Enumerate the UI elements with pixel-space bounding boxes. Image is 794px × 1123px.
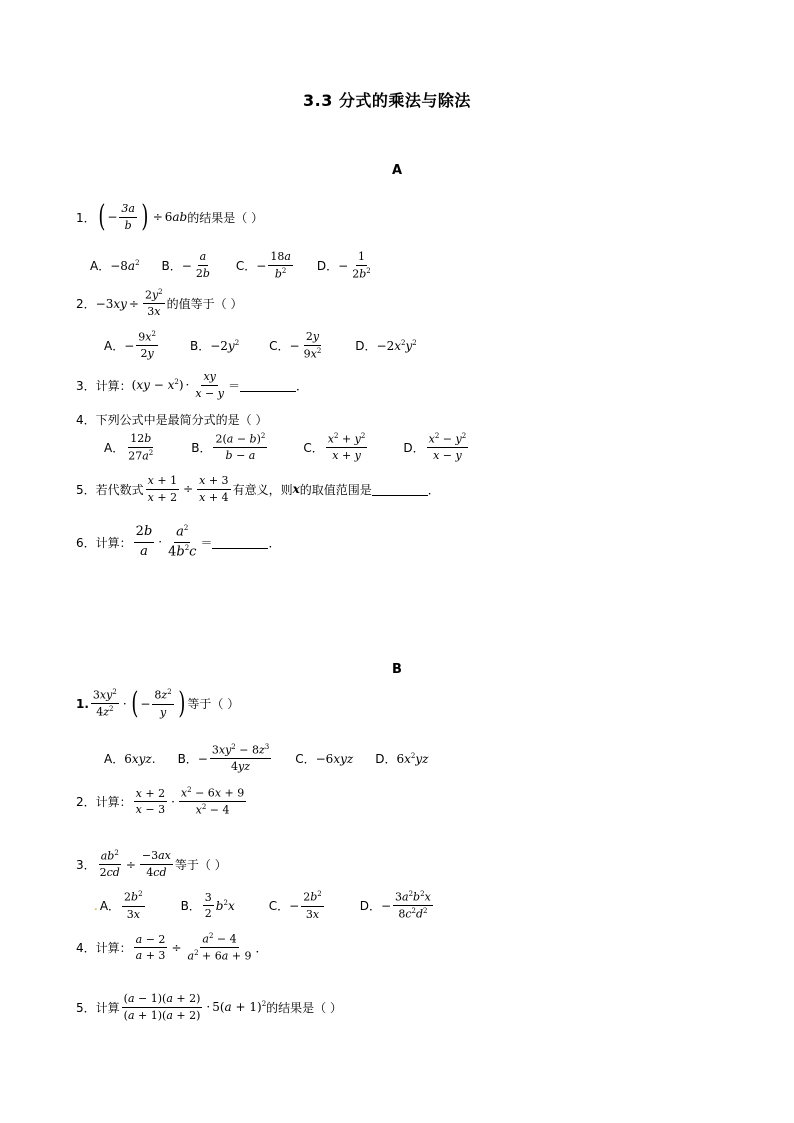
answer-blank[interactable] [372,483,428,496]
left-paren: ( [130,685,139,721]
fraction: $\frac{x^2 - 6x + 9}{x^2 - 4}$ [180,786,245,818]
left-paren: ( [97,199,106,235]
question-number: 1. [76,696,89,711]
answer-blank[interactable] [240,379,296,392]
right-paren: ) [141,199,149,235]
a-question-1: 1． ( − $\frac{3a}{b}$ ) ÷ 6ab 的结果是（ ） [76,199,264,235]
option-d[interactable]: D． $6x^2yz$ [375,751,429,767]
option-d[interactable]: D． − $\frac{3a^2b^2x}{8c^2d^2}$ [359,890,431,922]
question-number: 1． [76,210,96,225]
option-d[interactable]: D． $\frac{x^2 - y^2}{x - y}$ [403,432,467,463]
option-a[interactable]: A． 6xyz. [104,751,156,767]
question-label: 计算： [95,795,132,810]
question-label: 计算： [95,378,132,393]
fraction: $\frac{xy}{x - y}$ [195,370,224,400]
fraction: $\frac{a^2 - 4}{a^2 + 6a + 9}$ [187,932,252,964]
b-question-4: 4． 计算： $\frac{a - 2}{a + 3}$ ÷ $\frac{a^2 - 4}{a^2 + 6a + 9}$ ． [76,932,268,964]
a-question-4-options [104,432,492,463]
a-question-1-options [90,250,397,281]
option-b[interactable]: B． $\frac{2(a - b)^2}{b - a}$ [191,432,266,463]
fraction: $\frac{x + 3}{x + 4}$ [199,474,229,504]
question-number: 6． [76,535,96,550]
option-d[interactable]: D． − $\frac{1}{2b^2}$ [316,250,371,281]
marker-dot: . [94,898,98,913]
a-question-6: 6． 计算： $\frac{2b}{a}$ · $\frac{a^2}{4b^2c}$ ＝ ． [76,524,281,559]
question-label: 计算： [95,941,132,956]
a-question-2-options [104,330,439,361]
fraction: $\frac{2b}{a}$ [135,524,153,559]
option-a[interactable]: A． $-8a^2$ [90,258,140,274]
a-question-3: 3． 计算： $(xy - x^2)$ · $\frac{xy}{x - y}$ ＝ ． [76,370,309,400]
question-tail: 等于（ ） [174,858,227,873]
page-title: 3.3 分式的乘法与除法 [303,91,471,110]
b-question-5: 5． 计算 $\frac{(a - 1)(a + 2)}{(a + 1)(a + 2)}$ · $5(a + 1)^2$ 的结果是（ ） [76,992,342,1022]
answer-blank[interactable] [212,536,268,549]
fraction: $\frac{8z^2}{y}$ [154,688,172,719]
fraction: $\frac{(a - 1)(a + 2)}{(a + 1)(a + 2)}$ [123,992,201,1022]
a-question-4 [76,411,267,428]
option-b[interactable]: B． $\frac{3}{2}$ $b^2x$ [180,890,235,921]
option-b[interactable]: B． − $\frac{a}{2b}$ [161,250,210,281]
fraction: $\frac{a^2}{4b^2c}$ [168,524,197,559]
question-tail: 的结果是（ ） [187,210,264,225]
section-a-heading: A [392,163,403,178]
fraction: $\frac{-3ax}{4cd}$ [141,849,171,880]
option-d[interactable]: D． $-2x^2y^2$ [355,338,417,354]
option-b[interactable]: B． − $\frac{3xy^2 - 8z^3}{4yz}$ [177,743,270,774]
fraction: $\frac{3xy^2}{4z^2}$ [92,688,117,720]
b-question-3: 3． $\frac{ab^2}{2cd}$ ÷ $\frac{-3ax}{4cd}$ 等于（ ） [76,849,227,880]
fraction: $\frac{x + 1}{x + 2}$ [147,474,178,504]
question-number: 3． [76,378,96,393]
a-question-2: 2． −3xy ÷ $\frac{2y^2}{3x}$ 的值等于（ ） [76,288,243,319]
question-number: 3． [76,858,96,873]
question-number: 5． [76,482,96,497]
question-number: 5． [76,1000,96,1015]
question-label: 计算： [95,535,132,550]
question-tail: 的结果是（ ） [266,1000,342,1015]
question-tail: 的值等于（ ） [166,297,243,312]
option-c[interactable]: C． − $\frac{18a}{b^2}$ [235,250,291,281]
option-a[interactable]: A． − $\frac{9x^2}{2y}$ [104,330,156,361]
option-c[interactable]: C． $\frac{x^2 + y^2}{x + y}$ [303,432,366,463]
b-question-1: 1. $\frac{3xy^2}{4z^2}$ · ( − $\frac{8z^2}{y}$ ) 等于（ ） [76,685,240,721]
option-a[interactable]: A． $\frac{2b^2}{3x}$ [99,890,143,921]
fraction: $\frac{2y^2}{3x}$ [144,288,163,319]
option-b[interactable]: B． $-2y^2$ [189,338,240,354]
b-question-3-options [94,890,457,922]
right-paren: ) [178,685,186,721]
b-question-2: 2． 计算： $\frac{x + 2}{x - 3}$ · $\frac{x^2 - 6x + 9}{x^2 - 4}$ [76,786,245,818]
fraction: $\frac{ab^2}{2cd}$ [99,849,120,880]
fraction: $\frac{3a}{b}$ [121,202,135,232]
option-c[interactable]: C． − $\frac{2y}{9x^2}$ [269,330,322,361]
option-c[interactable]: C． − $\frac{2b^2}{3x}$ [268,890,322,921]
option-a[interactable]: A． $\frac{12b}{27a^2}$ [104,432,154,463]
option-c[interactable]: C． −6xyz [295,751,354,767]
question-tail: 等于（ ） [187,697,240,712]
question-number: 2． [76,297,96,312]
fraction: $\frac{x + 2}{x - 3}$ [135,786,166,817]
question-number: 4． [76,413,96,427]
question-text: 下列公式中是最简分式的是（ ） [95,413,268,427]
a-question-5: 5． 若代数式 $\frac{x + 1}{x + 2}$ ÷ $\frac{x + 3}{x + 4}$ 有意义，则 x 的取值范围是 ． [76,474,440,504]
b-question-1-options [104,743,450,774]
question-number: 2． [76,795,96,810]
fraction: $\frac{a - 2}{a + 3}$ [135,932,166,963]
section-b-heading: B [392,662,402,677]
question-number: 4． [76,941,96,956]
